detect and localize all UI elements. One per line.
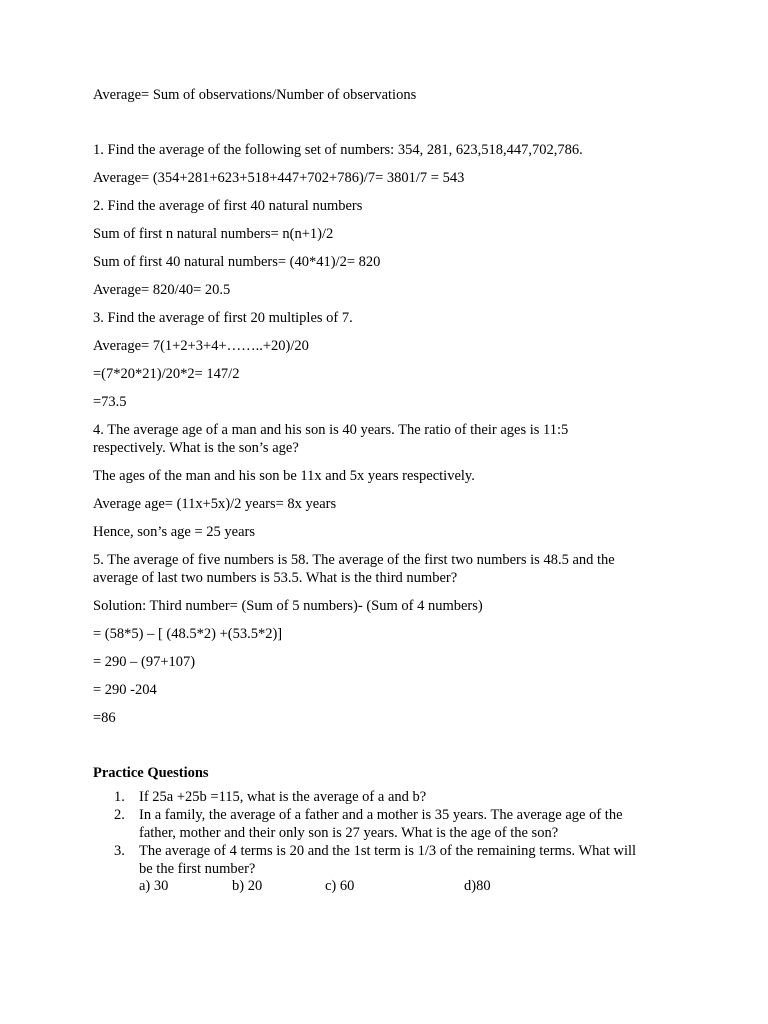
practice-heading: Practice Questions xyxy=(93,765,209,781)
practice-item-text-cont: be the first number? xyxy=(139,861,256,877)
q4-solution-line: The ages of the man and his son be 11x and 5x years respectively. xyxy=(93,468,475,484)
practice-item xyxy=(93,842,693,878)
practice-item-number: 2. xyxy=(114,807,125,823)
practice-item-text: The average of 4 terms is 20 and the 1st term is 1/3 of the remaining terms. What will xyxy=(139,843,637,859)
practice-item xyxy=(93,806,693,842)
practice-item-text: In a family, the average of a father and a mother is 35 years. The average age of the xyxy=(139,807,623,823)
q3-solution-line: =73.5 xyxy=(93,394,127,410)
question-1: 1. Find the average of the following set of numbers: 354, 281, 623,518,447,702,786. xyxy=(93,142,583,158)
answer-options xyxy=(139,878,693,896)
practice-list xyxy=(93,788,693,878)
q1-solution-line: Average= (354+281+623+518+447+702+786)/7= 3801/7 = 543 xyxy=(93,170,465,186)
q2-solution-line: Sum of first n natural numbers= n(n+1)/2 xyxy=(93,226,334,242)
option-c: c) 60 xyxy=(325,878,355,894)
q4-solution-line: Hence, son’s age = 25 years xyxy=(93,524,255,540)
practice-item-number: 3. xyxy=(114,843,125,859)
q5-solution-line: =86 xyxy=(93,710,116,726)
q2-solution-line: Sum of first 40 natural numbers= (40*41)/2= 820 xyxy=(93,254,381,270)
practice-item-number: 1. xyxy=(114,789,125,805)
q5-solution-line: = (58*5) – [ (48.5*2) +(53.5*2)] xyxy=(93,626,283,642)
practice-item-text-cont: father, mother and their only son is 27 years. What is the age of the son? xyxy=(139,825,559,841)
question-5-line-1: 5. The average of five numbers is 58. The average of the first two numbers is 48.5 and the xyxy=(93,552,615,568)
q5-solution-line: = 290 – (97+107) xyxy=(93,654,196,670)
q3-solution-line: Average= 7(1+2+3+4+……..+20)/20 xyxy=(93,338,309,354)
q2-solution-line: Average= 820/40= 20.5 xyxy=(93,282,231,298)
formula-text: Average= Sum of observations/Number of observations xyxy=(93,87,417,103)
question-2: 2. Find the average of first 40 natural numbers xyxy=(93,198,363,214)
option-a: a) 30 xyxy=(139,878,169,894)
question-4-line-1: 4. The average age of a man and his son is 40 years. The ratio of their ages is 11:5 xyxy=(93,422,569,438)
practice-item-text: If 25a +25b =115, what is the average of a and b? xyxy=(139,789,427,805)
option-b: b) 20 xyxy=(232,878,263,894)
q4-solution-line: Average age= (11x+5x)/2 years= 8x years xyxy=(93,496,337,512)
question-3: 3. Find the average of first 20 multiples of 7. xyxy=(93,310,353,326)
option-d: d)80 xyxy=(464,878,491,894)
q3-solution-line: =(7*20*21)/20*2= 147/2 xyxy=(93,366,240,382)
question-4-line-2: respectively. What is the son’s age? xyxy=(93,440,299,456)
document-page xyxy=(93,86,693,896)
q5-solution-line: = 290 -204 xyxy=(93,682,157,698)
q5-solution-line: Solution: Third number= (Sum of 5 numbers)- (Sum of 4 numbers) xyxy=(93,598,483,614)
practice-item xyxy=(93,788,693,806)
question-5-line-2: average of last two numbers is 53.5. What is the third number? xyxy=(93,570,458,586)
